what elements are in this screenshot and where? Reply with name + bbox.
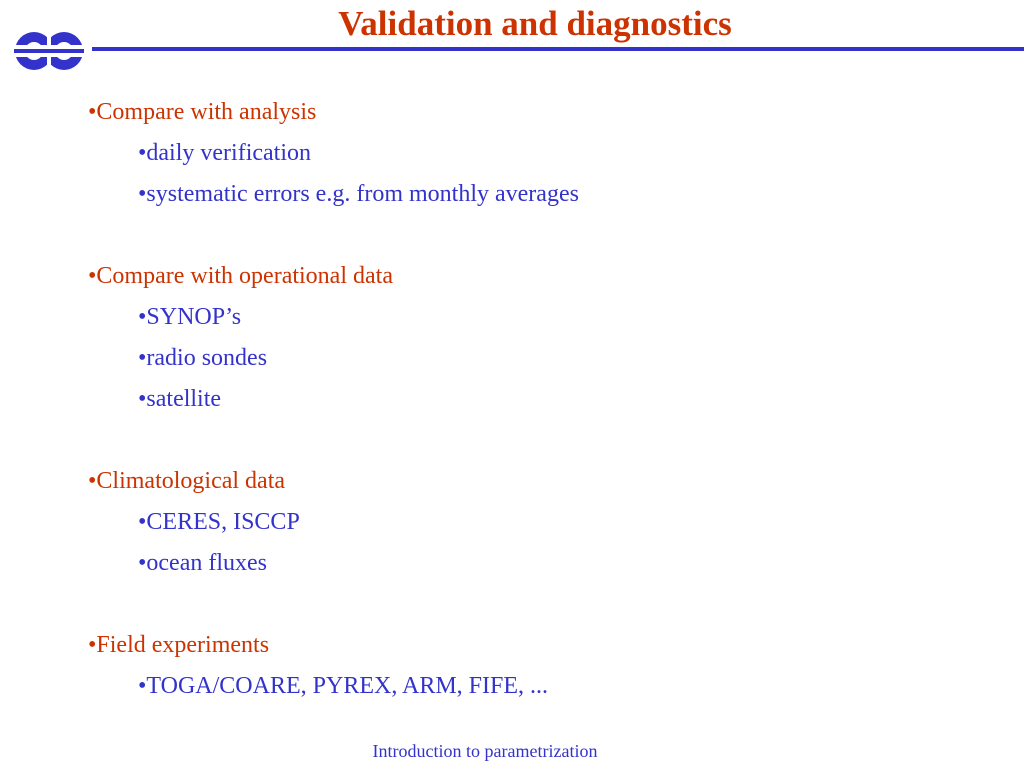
sub-bullet: •satellite [138, 386, 222, 412]
bullet-group-climatological [88, 461, 988, 584]
slide-footer: Introduction to parametrization [372, 741, 598, 761]
sub-bullet: •CERES, ISCCP [138, 509, 300, 535]
sub-bullet: •SYNOP’s [138, 304, 242, 330]
bullet-group-analysis [88, 92, 988, 215]
sub-bullet: •ocean fluxes [138, 550, 268, 576]
bullet-heading: •Climatological data [88, 468, 286, 494]
bullet-heading: •Field experiments [88, 632, 270, 658]
title-divider [92, 47, 1024, 51]
sub-bullet: •daily verification [138, 140, 312, 166]
bullet-group-operational-data [88, 256, 988, 420]
sub-bullet: •radio sondes [138, 345, 268, 371]
sub-bullet: •systematic errors e.g. from monthly averages [138, 181, 579, 207]
bullet-heading: •Compare with operational data [88, 263, 393, 289]
slide-title: Validation and diagnostics [338, 4, 732, 43]
bullet-group-field-experiments [88, 625, 988, 707]
slide-content [88, 92, 988, 748]
sub-bullet: •TOGA/COARE, PYREX, ARM, FIFE, ... [138, 673, 549, 699]
bullet-heading: •Compare with analysis [88, 99, 317, 125]
